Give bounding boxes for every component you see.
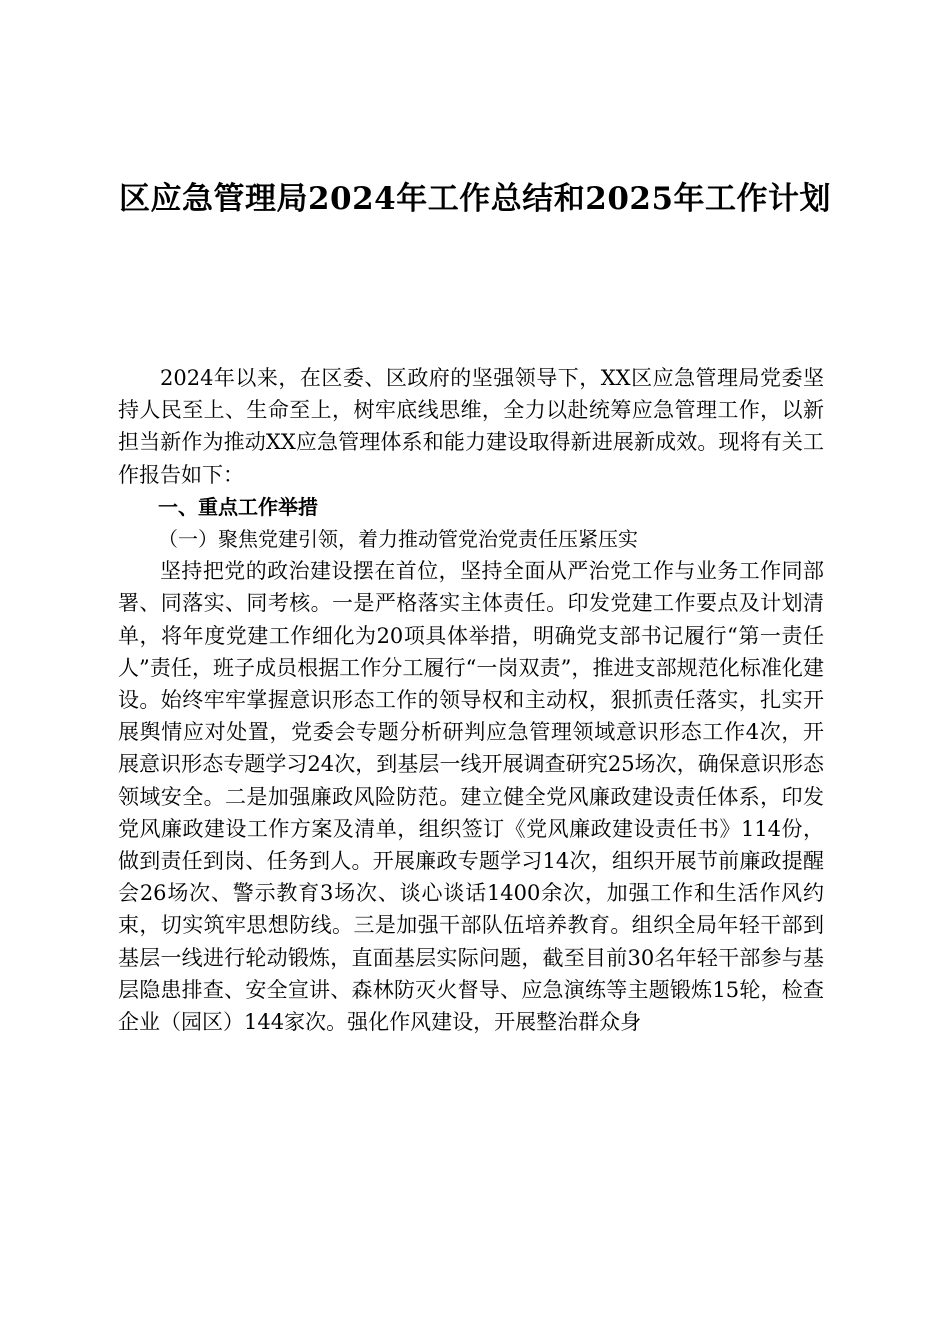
subsection-heading: （一）聚焦党建引领，着力推动管党治党责任压紧压实	[158, 527, 638, 552]
subsection-body-paragraph: 坚持把党的政治建设摆在首位，坚持全面从严治党工作与业务工作同部署、同落实、同考核。一是严格落实主体责任。印发党建工作要点及计划清单，将年度党建工作细化为20项具体举措，明确党支部书记履行“第一责任人”责任，班子成员根据工作分工履行“一岗双责”，推进支部规范化标准化建设。始终牢牢掌握意识形态工作的领导权和主动权，狠抓责任落实，扎实开展舆情应对处置，党委会专题分析研判应急管理领域意识形态工作4次，开展意识形态专题学习24次，到基层一线开展调查研究25场次，确保意识形态领域安全。二是加强廉政风险防范。建立健全党风廉政建设责任体系，印发党风廉政建设工作方案及清单，组织签订《党风廉政建设责任书》114份，做到责任到岗、任务到人。开展廉政专题学习14次，组织开展节前廉政提醒会26场次、警示教育3场次、谈心谈话1400余次，加强工作和生活作风约束，切实筑牢思想防线。三是加强干部队伍培养教育。组织全局年轻干部到基层一线进行轮动锻炼，直面基层实际问题，截至目前30名年轻干部参与基层隐患排查、安全宣讲、森林防灭火督导、应急演练等主题锻炼15轮，检查企业（园区）144家次。强化作风建设，开展整治群众身	[118, 559, 824, 1035]
document-body	[118, 362, 824, 1038]
section-heading: 一、重点工作举措	[158, 494, 318, 519]
document-title: 区应急管理局2024年工作总结和2025年工作计划	[118, 181, 832, 217]
intro-paragraph: 2024年以来，在区委、区政府的坚强领导下，XX区应急管理局党委坚持人民至上、生命至上，树牢底线思维，全力以赴统筹应急管理工作，以新担当新作为推动XX应急管理体系和能力建设取得新进展新成效。现将有关工作报告如下：	[118, 366, 824, 487]
